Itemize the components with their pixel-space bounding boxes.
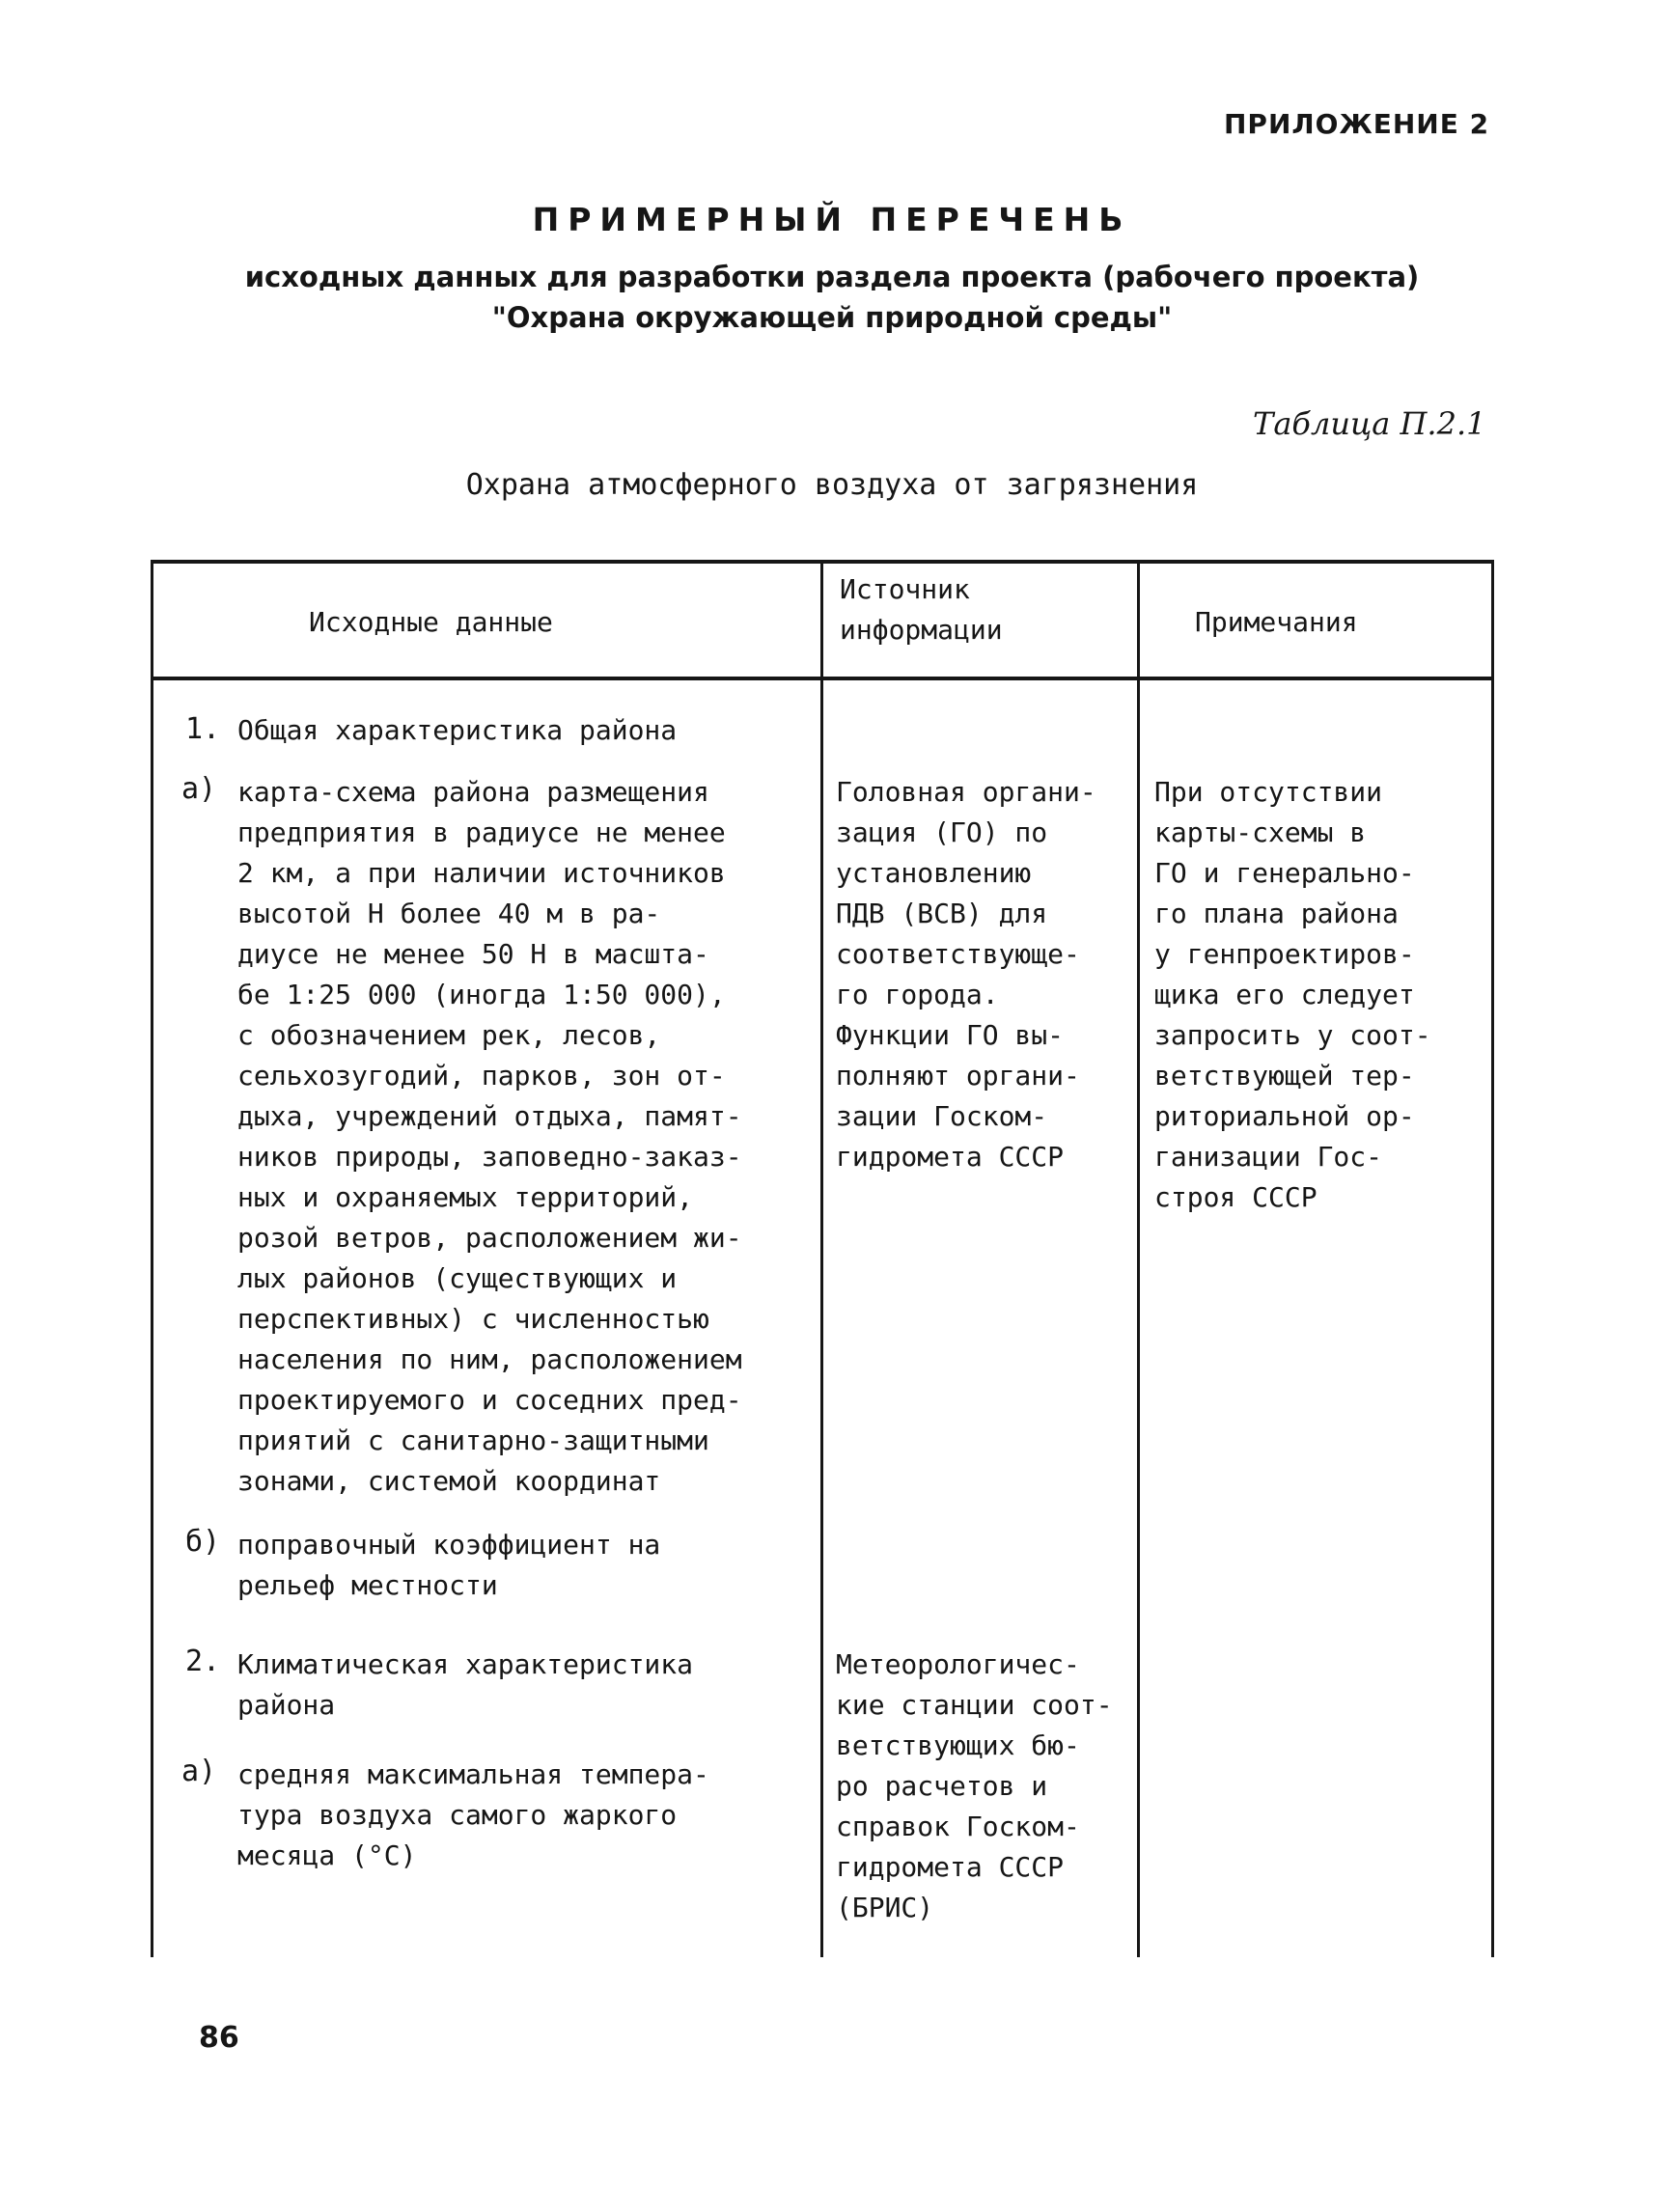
appendix-label: ПРИЛОЖЕНИЕ 2 (1224, 108, 1490, 140)
row-1a-marker: а) (181, 772, 217, 806)
row-1a-source: Головная органи- зация (ГО) по установлению ПДВ (ВСВ) для соответствующе- го города. Функции ГО вы- полняют органи- зации Госком- гидромета СССР (836, 776, 1096, 1173)
column-header-notes: Примечания (1195, 606, 1358, 638)
page-number: 86 (199, 2021, 239, 2055)
column-header-information-source: Источник информации (840, 573, 1003, 646)
row-1a-note: При отсутствии карты-схемы в ГО и генерально- го плана района у генпроектиров- щика его следует запросить у соот- ветствующей тер- риториальной ор- ганизации Гос- строя СССР (1154, 776, 1431, 1213)
row-1b-text: поправочный коэффициент на рельеф местности (237, 1529, 661, 1601)
row-1b-marker: б) (185, 1525, 221, 1559)
row-2-text: Климатическая характеристика района (237, 1648, 694, 1721)
row-2a-text: средняя максимальная темпера- тура воздуха самого жаркого месяца (°C) (237, 1758, 709, 1871)
table-right-border (1491, 560, 1494, 1957)
table-left-border (151, 560, 153, 1957)
table-caption: Охрана атмосферного воздуха от загрязнения (465, 468, 1199, 502)
table-number: Таблица П.2.1 (1253, 405, 1486, 442)
row-1a-text: карта-схема района размещения предприятия в радиусе не менее 2 км, а при наличии источников высотой H более 40 м в ра- диусе не менее 50 H в масшта- бе 1:25 000 (иногда 1:50 000), с обозначением рек, лесов, сельхозугодий, парков, зон от- дыха, учреждений отдыха, памят- ников природы, заповедно-заказ- ных и охраняемых территорий, розой ветров, расположением жи- лых районов (существующих и перспективных) с численностью населения по ним, расположением проектируемого и соседних пред- приятий с санитарно-защитными зонами, системой координат (237, 776, 742, 1497)
document-subtitle-line-2: "Охрана окружающей природной среды" (491, 301, 1173, 334)
document-subtitle-line-1: исходных данных для разработки раздела проекта (рабочего проекта) (244, 261, 1420, 293)
column-divider-1 (820, 560, 823, 1957)
row-1-text: Общая характеристика района (237, 714, 678, 746)
row-1-marker: 1. (185, 712, 221, 746)
row-2-marker: 2. (185, 1645, 221, 1678)
column-divider-2 (1137, 560, 1140, 1957)
row-2a-marker: а) (181, 1755, 217, 1788)
column-header-source-data: Исходные данные (309, 606, 553, 638)
document-title: ПРИМЕРНЫЙ ПЕРЕЧЕНЬ (532, 201, 1132, 238)
row-2-source: Метеорологичес- кие станции соот- ветствующих бю- ро расчетов и справок Госком- гидромета СССР (БРИС) (836, 1648, 1113, 1923)
